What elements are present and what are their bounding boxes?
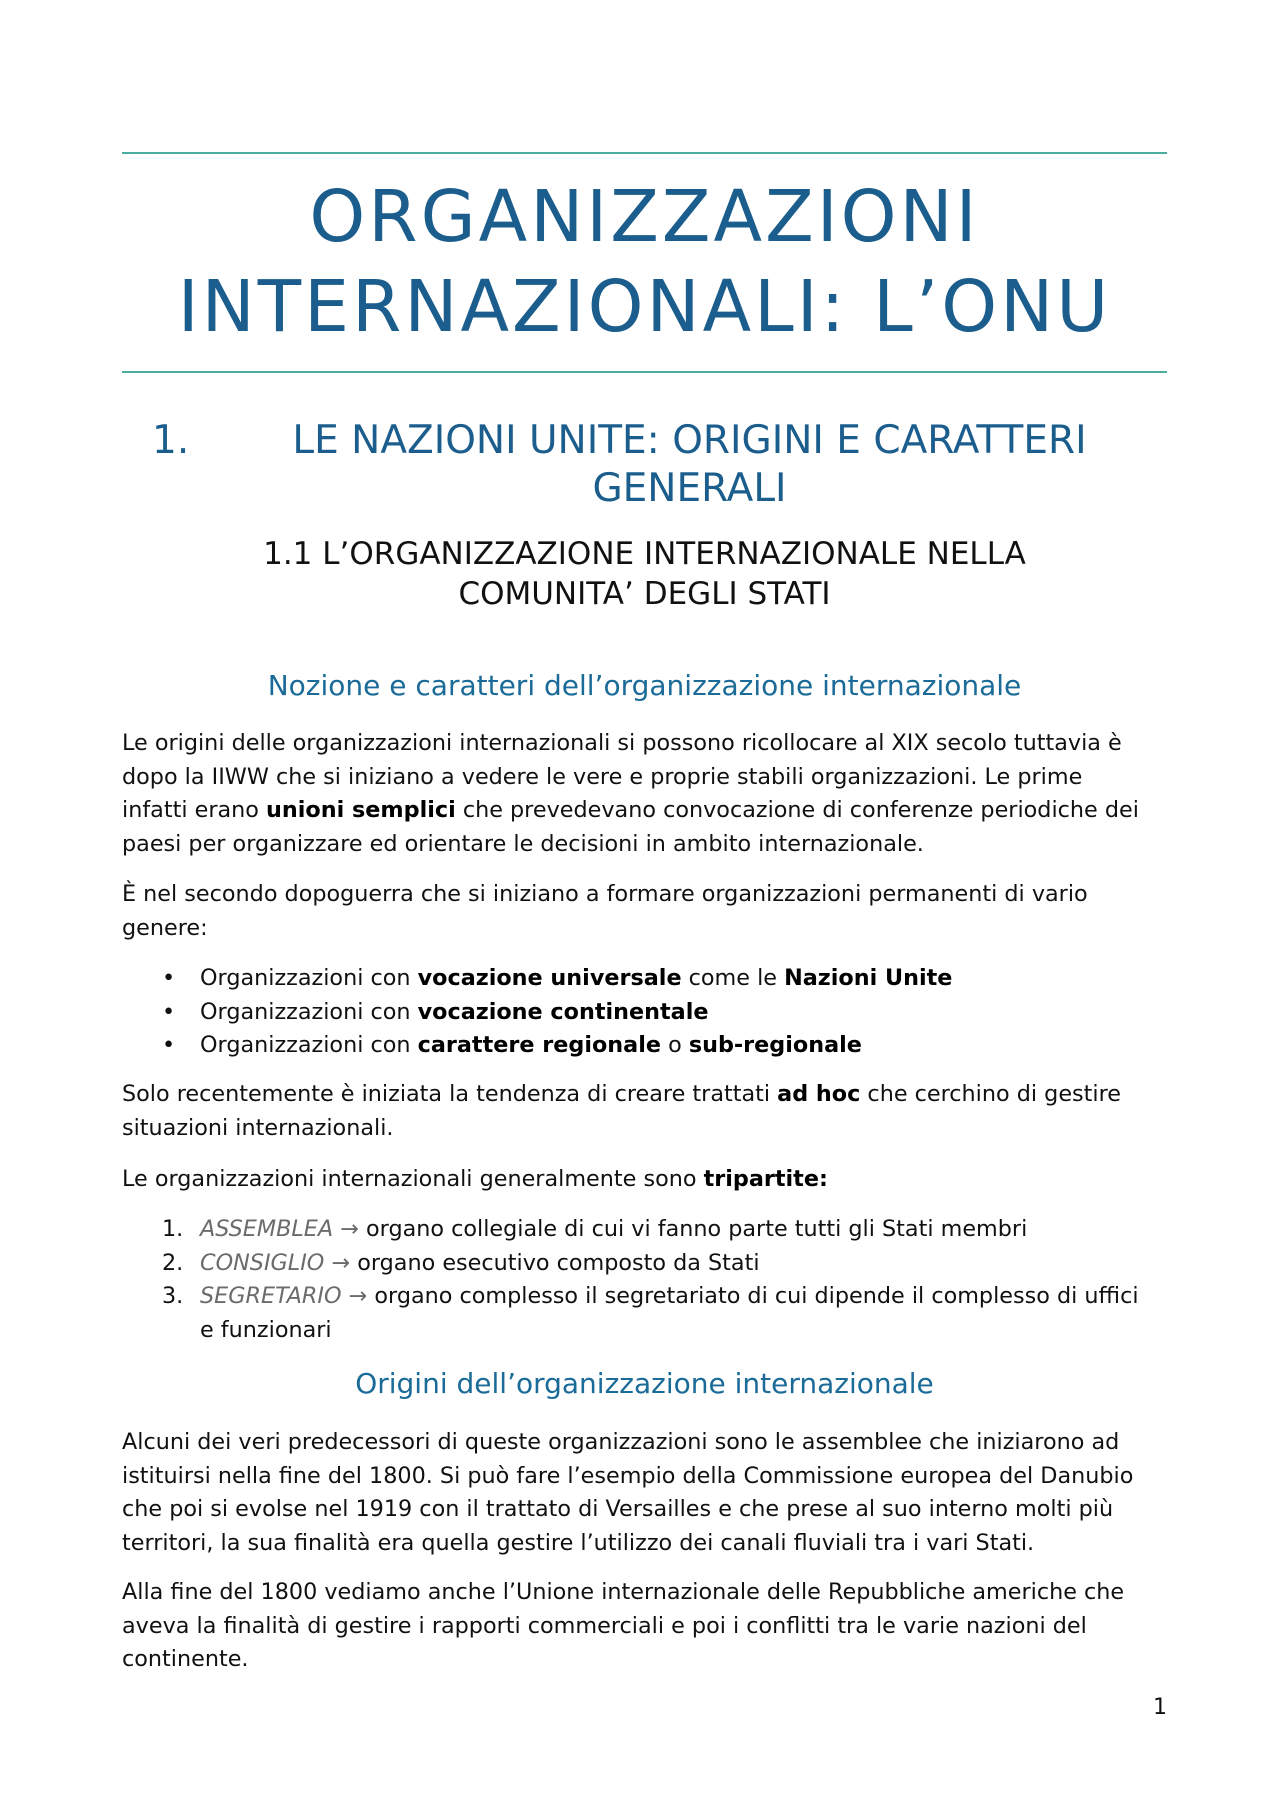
bullet-icon: • bbox=[162, 1032, 176, 1058]
bold-term: sub-regionale bbox=[688, 1032, 862, 1058]
paragraph-line: È nel secondo dopoguerra che si iniziano a formare organizzazioni permanenti di vario bbox=[122, 881, 1088, 907]
bold-term: vocazione continentale bbox=[417, 998, 709, 1025]
list-item bbox=[122, 1029, 1167, 1063]
paragraph-line: territori, la sua finalità era quella gestire l’utilizzo dei canali fluviali tra i vari Stati. bbox=[122, 1529, 1035, 1556]
paragraph-line: genere: bbox=[122, 914, 208, 941]
organ-term: SEGRETARIO bbox=[200, 1283, 342, 1309]
chapter-number: 1. bbox=[152, 418, 190, 463]
organ-description: organo complesso il segretariato di cui dipende il complesso di uffici bbox=[367, 1283, 1139, 1309]
arrow-right-icon: → bbox=[348, 1283, 368, 1309]
paragraph-text: Solo recentemente è iniziata la tendenza di creare trattati bbox=[122, 1081, 778, 1107]
section-heading-line-1: 1.1 L’ORGANIZZAZIONE INTERNAZIONALE NELLA bbox=[263, 536, 1026, 572]
list-number: 3. bbox=[162, 1283, 184, 1309]
paragraph-tripartite bbox=[122, 1163, 1167, 1197]
list-text: come le bbox=[681, 965, 785, 991]
paragraph-line: continente. bbox=[122, 1646, 249, 1672]
paragraph-line: dopo la IIWW che si iniziano a vedere le vere e proprie stabili organizzazioni. Le prime bbox=[122, 763, 1083, 790]
subsection-heading-origini: Origini dell’organizzazione internazionale bbox=[355, 1367, 934, 1400]
organ-term: CONSIGLIO bbox=[200, 1249, 325, 1276]
list-text: Organizzazioni con bbox=[200, 1032, 418, 1058]
list-item bbox=[122, 1247, 1167, 1281]
organ-description: organo esecutivo composto da Stati bbox=[350, 1249, 760, 1276]
bold-term: carattere regionale bbox=[417, 1032, 661, 1058]
section-heading bbox=[122, 534, 1167, 614]
bullet-icon: • bbox=[162, 965, 176, 991]
numbered-list-organi bbox=[122, 1213, 1167, 1347]
paragraph-line: paesi per organizzare ed orientare le decisioni in ambito internazionale. bbox=[122, 830, 924, 857]
paragraph-line: Alla fine del 1800 vediamo anche l’Unione internazionale delle Repubbliche americhe che bbox=[122, 1579, 1125, 1605]
paragraph-text: che prevedevano convocazione di conferenze periodiche dei bbox=[455, 797, 1139, 823]
paragraph-predecessori bbox=[122, 1426, 1167, 1560]
title-rule-bottom bbox=[122, 371, 1167, 373]
paragraph-text: infatti erano bbox=[122, 797, 267, 823]
paragraph-unione-americhe bbox=[122, 1576, 1167, 1677]
chapter-title-line-1: LE NAZIONI UNITE: ORIGINI E CARATTERI bbox=[292, 418, 1087, 463]
bold-term: unioni semplici bbox=[266, 797, 456, 823]
paragraph-text: Le organizzazioni internazionali generalmente sono bbox=[122, 1166, 704, 1192]
paragraph-text: che cerchino di gestire bbox=[860, 1081, 1121, 1107]
paragraph-line: Le origini delle organizzazioni internazionali si possono ricollocare al XIX secolo tuttavia è bbox=[122, 730, 1122, 756]
bold-term: vocazione universale bbox=[417, 965, 682, 991]
paragraph-origini bbox=[122, 727, 1167, 861]
list-item bbox=[122, 1280, 1167, 1347]
list-text: Organizzazioni con bbox=[200, 998, 418, 1025]
list-item bbox=[122, 962, 1167, 996]
list-text: Organizzazioni con bbox=[200, 965, 418, 991]
list-item bbox=[122, 996, 1167, 1030]
paragraph-line: istituirsi nella fine del 1800. Si può fare l’esempio della Commissione europea del Danubio bbox=[122, 1462, 1134, 1489]
bold-term: tripartite: bbox=[703, 1166, 828, 1192]
paragraph-ad-hoc bbox=[122, 1078, 1167, 1145]
list-text: o bbox=[660, 1032, 689, 1058]
page-number: 1 bbox=[1153, 1695, 1167, 1720]
subsection-heading-nozione: Nozione e caratteri dell’organizzazione internazionale bbox=[267, 669, 1022, 702]
chapter-title bbox=[212, 417, 1167, 513]
list-item bbox=[122, 1213, 1167, 1247]
bullet-list-organizzazioni bbox=[122, 962, 1167, 1063]
paragraph-line: che poi si evolse nel 1919 con il trattato di Versailles e che prese al suo interno molti più bbox=[122, 1496, 1114, 1522]
paragraph-line: aveva la finalità di gestire i rapporti commerciali e poi i conflitti tra le varie nazioni del bbox=[122, 1612, 1087, 1639]
paragraph-line: Alcuni dei veri predecessori di queste organizzazioni sono le assemblee che iniziarono ad bbox=[122, 1429, 1120, 1455]
bold-term: ad hoc bbox=[777, 1081, 861, 1107]
organ-description-continued: e funzionari bbox=[200, 1316, 332, 1343]
list-number: 1. bbox=[162, 1216, 184, 1242]
document-title bbox=[122, 172, 1167, 352]
arrow-right-icon: → bbox=[331, 1249, 351, 1276]
organ-term: ASSEMBLEA bbox=[200, 1216, 334, 1242]
title-line-1: ORGANIZZAZIONI bbox=[309, 175, 980, 258]
bold-term: Nazioni Unite bbox=[784, 965, 953, 991]
list-number: 2. bbox=[162, 1249, 184, 1276]
section-heading-line-2: COMUNITA’ DEGLI STATI bbox=[458, 576, 831, 612]
chapter-heading bbox=[152, 417, 1167, 513]
title-rule-top bbox=[122, 152, 1167, 154]
arrow-right-icon: → bbox=[340, 1216, 359, 1242]
paragraph-dopoguerra bbox=[122, 878, 1167, 945]
title-line-2: INTERNAZIONALI: L’ONU bbox=[177, 265, 1112, 348]
bullet-icon: • bbox=[162, 998, 176, 1025]
organ-description: organo collegiale di cui vi fanno parte tutti gli Stati membri bbox=[358, 1216, 1028, 1242]
chapter-title-line-2: GENERALI bbox=[592, 466, 787, 511]
paragraph-line: situazioni internazionali. bbox=[122, 1114, 394, 1141]
